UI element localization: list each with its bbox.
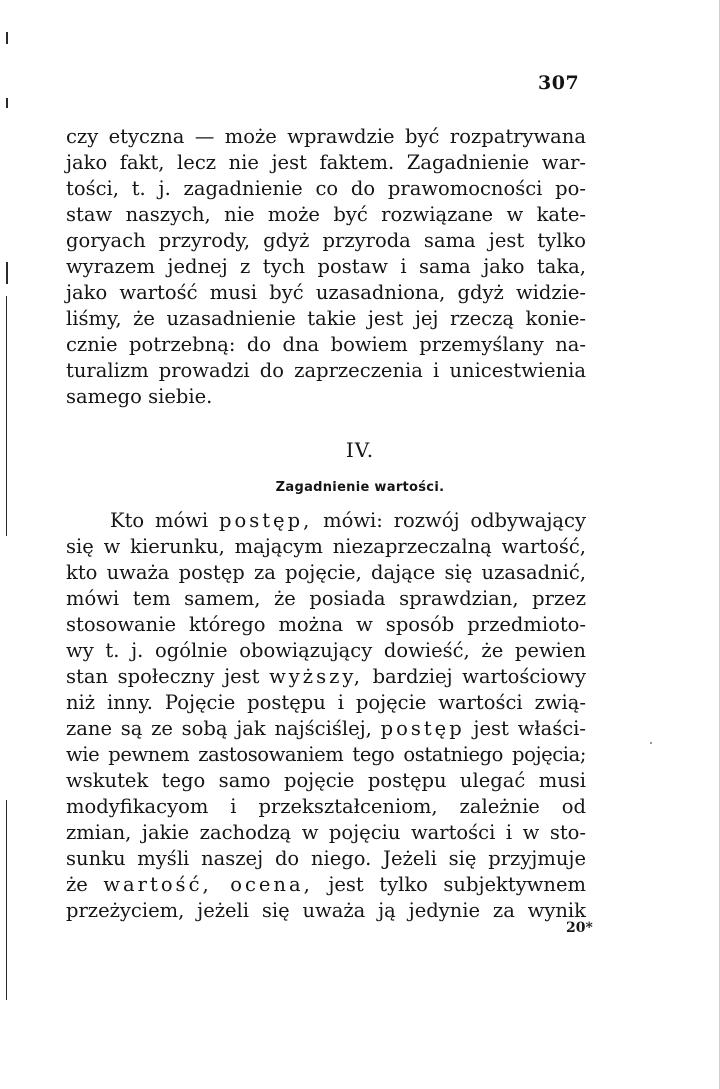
scan-edge-mark [6, 32, 8, 44]
text-line: wie pewnem zastosowaniem tego ostatniego pojęcia; [66, 743, 586, 766]
text-line: wskutek tego samo pojęcie postępu ulegać musi [66, 769, 586, 792]
spaced-word: wartość, ocena, [103, 873, 313, 896]
text-line: że wartość, ocena, jest tylko subjektywnem [66, 873, 587, 896]
text-line: staw naszych, nie może być rozwiązane w kate- [66, 203, 586, 226]
scan-edge-mark [6, 262, 8, 284]
text-line: stan społeczny jest wyższy, bardziej wartościowy [66, 665, 586, 688]
paragraph-2 [66, 508, 586, 924]
text-line: liśmy, że uzasadnienie takie jest jej rzeczą konie- [66, 307, 586, 330]
text-line: zane są ze sobą jak najściślej, postęp jest właści- [66, 717, 586, 740]
section-numeral: IV. [345, 438, 375, 462]
text-line: stosowanie którego można w sposób przedmioto- [66, 613, 586, 636]
text-line: cznie potrzebną: do dna bowiem przemyślany na- [66, 333, 586, 356]
text-line: niż inny. Pojęcie postępu i pojęcie wartości zwią- [66, 691, 586, 714]
text-line: jako wartość musi być uzasadniona, gdyż widzie- [66, 281, 586, 304]
spaced-word: wyższy, [269, 665, 363, 688]
paragraph-1 [66, 124, 586, 410]
text-line: Kto mówi postęp, mówi: rozwój odbywający [110, 509, 586, 532]
page-number: 307 [538, 72, 580, 94]
text-line: przeżyciem, jeżeli się uważa ją jedynie za wynik [66, 899, 586, 922]
spaced-word: postęp, [218, 509, 313, 532]
text-line: modyfikacyom i przekształceniom, zależnie od [66, 795, 586, 818]
text-line: kto uważa postęp za pojęcie, dające się uzasadnić, [66, 561, 586, 584]
text-line: wy t. j. ogólnie obowiązujący dowieść, że pewien [66, 639, 586, 662]
text-line: mówi tem samem, że posiada sprawdzian, przez [66, 587, 586, 610]
text-line: jako fakt, lecz nie jest faktem. Zagadnienie war- [66, 151, 586, 174]
text-line: zmian, jakie zachodzą w pojęciu wartości i w sto- [66, 821, 586, 844]
section-title: Zagadnienie wartości. [275, 480, 445, 495]
scan-edge-mark [6, 98, 8, 108]
text-line: samego siebie. [66, 385, 213, 408]
text-line: turalizm prowadzi do zaprzeczenia i unicestwienia [66, 359, 586, 382]
text-line: sunku myśli naszej do niego. Jeżeli się przyjmuje [66, 847, 586, 870]
text-line: czy etyczna — może wprawdzie być rozpatrywana [66, 125, 586, 148]
scan-edge-mark [6, 800, 7, 1000]
speck [650, 742, 652, 744]
scan-edge-mark [6, 296, 7, 536]
text-line: wyrazem jednej z tych postaw i sama jako taka, [66, 255, 586, 278]
spaced-word: postęp [380, 717, 465, 740]
text-line: się w kierunku, mającym niezaprzeczalną wartość, [66, 535, 586, 558]
text-line: goryach przyrody, gdyż przyroda sama jest tylko [66, 229, 586, 252]
text-line: tości, t. j. zagadnienie co do prawomocności po- [66, 177, 586, 200]
printer-signature-mark: 20* [566, 920, 593, 936]
